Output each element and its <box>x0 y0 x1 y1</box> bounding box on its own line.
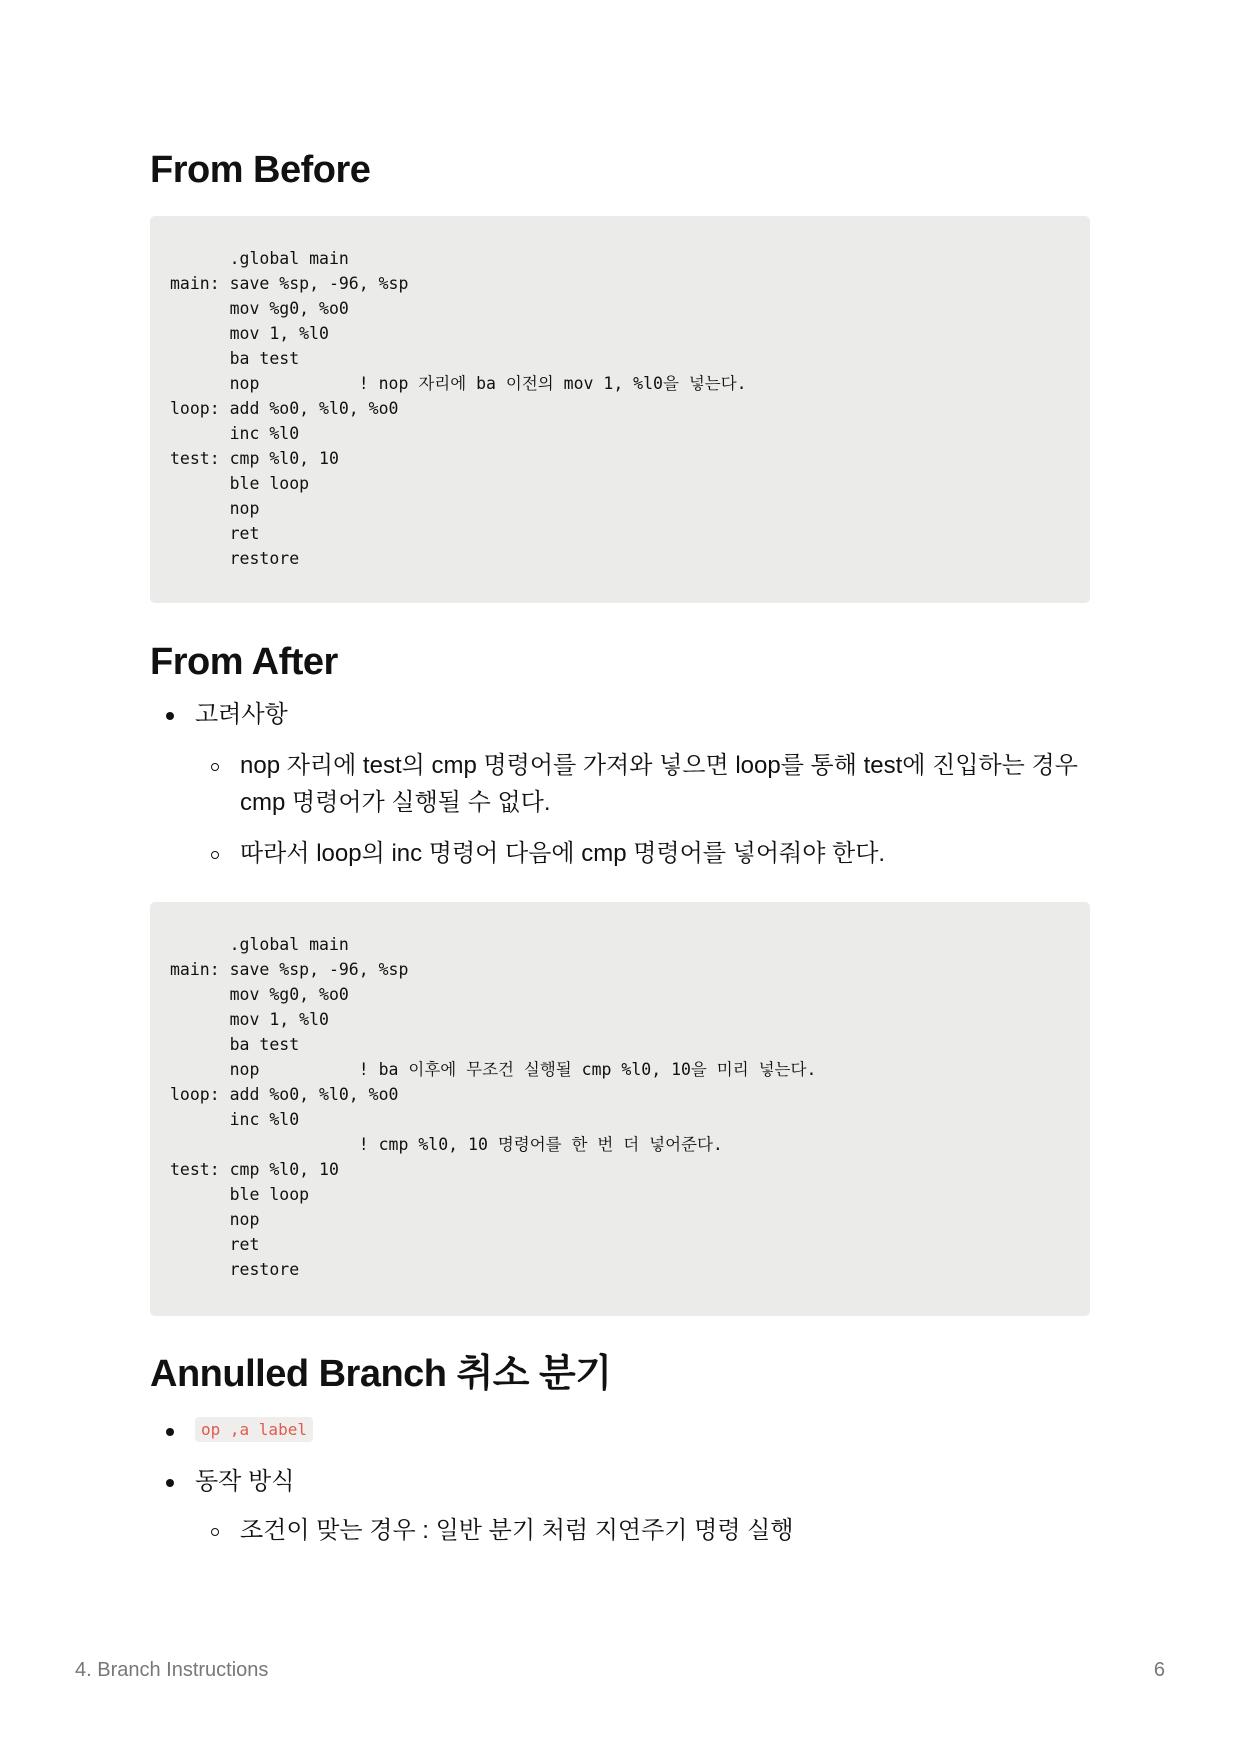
code-line: inc %l0 <box>170 424 300 443</box>
list-item <box>150 696 1090 733</box>
code-line: test: cmp %l0, 10 <box>170 449 339 468</box>
footer-title: 4. Branch Instructions <box>75 1659 269 1681</box>
considerations-list <box>150 696 1090 886</box>
sub-list-item <box>150 835 1090 872</box>
list-item-text: 동작 방식 <box>195 1468 295 1495</box>
code-line: ble loop <box>170 474 310 493</box>
code-line: loop: add %o0, %l0, %o0 <box>170 399 399 418</box>
code-line: test: cmp %l0, 10 <box>170 1160 339 1179</box>
sub-list-item <box>150 747 1090 821</box>
code-line: mov %g0, %o0 <box>170 985 349 1004</box>
code-line: mov 1, %l0 <box>170 1010 329 1029</box>
section-heading-from-after: From After <box>150 641 338 683</box>
code-line: ! cmp %l0, 10 명령어를 한 번 더 넣어준다. <box>170 1135 723 1154</box>
list-item <box>150 1463 1090 1500</box>
code-line: nop <box>170 499 260 518</box>
list-item-text: 고려사항 <box>195 701 288 728</box>
code-line: inc %l0 <box>170 1110 300 1129</box>
bullet-circle-icon <box>211 1528 219 1536</box>
code-line: ba test <box>170 349 300 368</box>
code-block-after <box>150 902 1090 1316</box>
list-item-text: 따라서 loop의 inc 명령어 다음에 cmp 명령어를 넣어줘야 한다. <box>240 840 886 867</box>
code-line: main: save %sp, -96, %sp <box>170 274 409 293</box>
sub-list-item <box>150 1512 1090 1549</box>
code-line: ret <box>170 1235 260 1254</box>
bullet-circle-icon <box>211 763 219 771</box>
footer-page-number: 6 <box>1153 1659 1165 1681</box>
list-item <box>150 1412 1090 1451</box>
code-line: ble loop <box>170 1185 310 1204</box>
list-item-text: 조건이 맞는 경우 : 일반 분기 처럼 지연주기 명령 실행 <box>240 1517 794 1544</box>
section-heading-annulled-branch: Annulled Branch 취소 분기 <box>150 1353 612 1395</box>
list-item-text: nop 자리에 test의 cmp 명령어를 가져와 넣으면 loop를 통해 test에 진입하는 경우 cmp 명령어가 실행될 수 없다. <box>240 752 1078 816</box>
code-line: main: save %sp, -96, %sp <box>170 960 409 979</box>
code-line: nop ! ba 이후에 무조건 실행될 cmp %l0, 10을 미리 넣는다. <box>170 1060 817 1079</box>
code-line: loop: add %o0, %l0, %o0 <box>170 1085 399 1104</box>
code-line: ret <box>170 524 260 543</box>
code-line: .global main <box>170 249 349 268</box>
annulled-branch-list <box>150 1412 1090 1561</box>
code-line: .global main <box>170 935 349 954</box>
bullet-disc-icon <box>166 1428 174 1436</box>
bullet-circle-icon <box>211 851 219 859</box>
section-heading-from-before: From Before <box>150 149 371 191</box>
code-line: restore <box>170 549 300 568</box>
inline-code: op ,a label <box>195 1417 313 1442</box>
code-line: nop <box>170 1210 260 1229</box>
code-line: mov %g0, %o0 <box>170 299 349 318</box>
code-line: mov 1, %l0 <box>170 324 329 343</box>
bullet-disc-icon <box>166 1479 174 1487</box>
code-line: restore <box>170 1260 300 1279</box>
bullet-disc-icon <box>166 712 174 720</box>
code-line: ba test <box>170 1035 300 1054</box>
code-block-before <box>150 216 1090 603</box>
code-line: nop ! nop 자리에 ba 이전의 mov 1, %l0을 넣는다. <box>170 374 747 393</box>
